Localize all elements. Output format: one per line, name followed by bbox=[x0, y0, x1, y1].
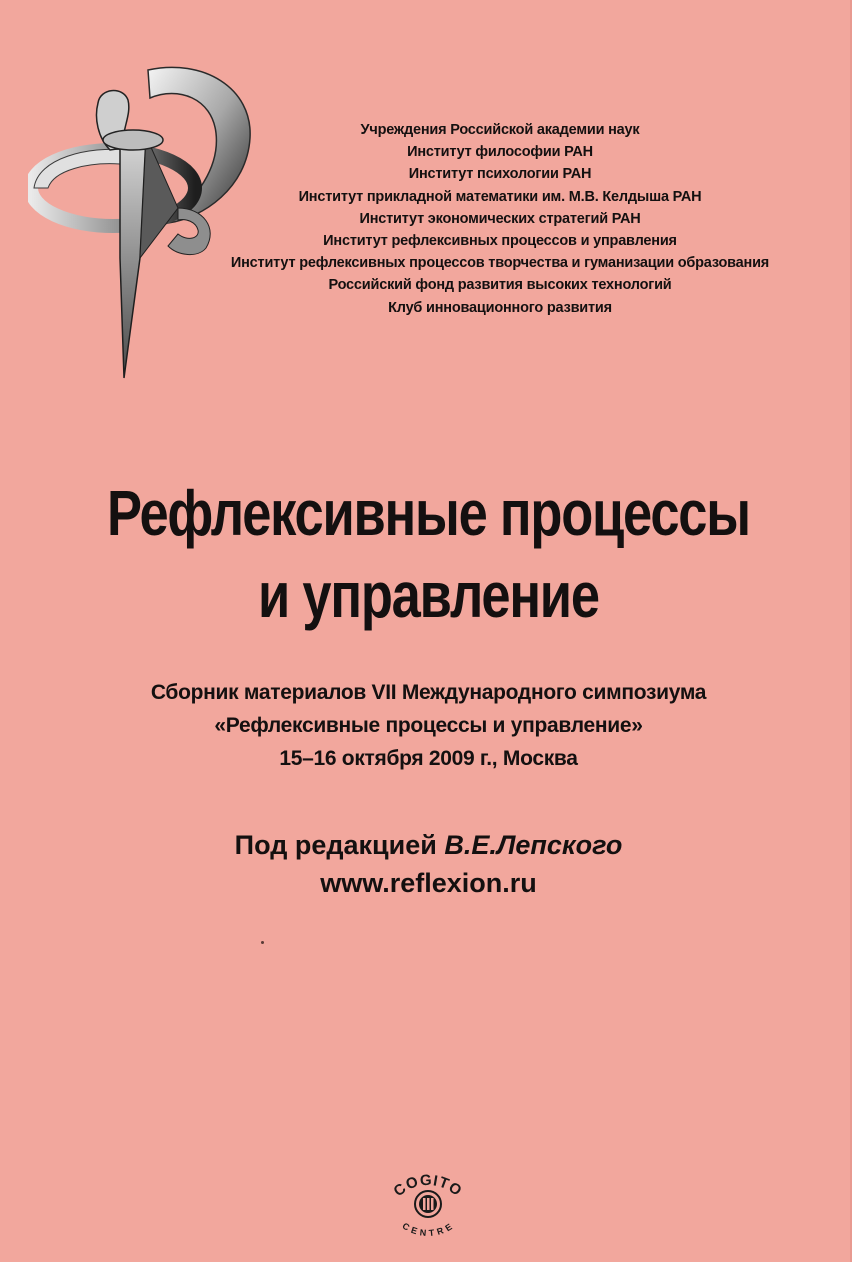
institution-line: Институт прикладной математики им. М.В. Келдыша РАН bbox=[298, 188, 702, 205]
website-url: www.reflexion.ru bbox=[320, 868, 537, 898]
cogito-centre-logo-icon bbox=[373, 1168, 483, 1240]
book-title bbox=[77, 472, 780, 636]
book-subtitle bbox=[0, 676, 857, 775]
editor-name: В.Е.Лепского bbox=[444, 830, 623, 860]
institution-line: Институт психологии РАН bbox=[408, 166, 592, 183]
institution-line: Институт экономических стратегий РАН bbox=[359, 210, 641, 227]
subtitle-line-3: 15–16 октября 2009 г., Москва bbox=[279, 747, 578, 770]
book-title-line-1: Рефлексивные процессы bbox=[106, 477, 750, 549]
institution-line: Институт рефлексивных процессов и управления bbox=[323, 233, 677, 250]
institution-line: Институт рефлексивных процессов творчества и гуманизации образования bbox=[230, 255, 770, 272]
subtitle-line-1: Сборник материалов VII Международного симпозиума bbox=[150, 681, 707, 704]
institutions-list bbox=[180, 119, 820, 319]
institution-line: Клуб инновационного развития bbox=[388, 299, 612, 316]
print-speck bbox=[261, 941, 264, 944]
institution-line: Учреждения Российской академии наук bbox=[360, 122, 640, 138]
editor-prefix: Под редакцией bbox=[234, 830, 437, 860]
institution-line: Российский фонд развития высоких технологий bbox=[328, 277, 672, 294]
subtitle-line-2: «Рефлексивные процессы и управление» bbox=[214, 714, 643, 737]
editor-line bbox=[0, 826, 857, 864]
publisher-name-top: COGITO bbox=[390, 1171, 466, 1201]
publisher-name-bottom: CENTRE bbox=[400, 1220, 456, 1239]
svg-text:CENTRE bbox=[401, 1221, 456, 1239]
institution-line: Институт философии РАН bbox=[407, 144, 593, 161]
book-title-line-2: и управление bbox=[258, 559, 599, 631]
